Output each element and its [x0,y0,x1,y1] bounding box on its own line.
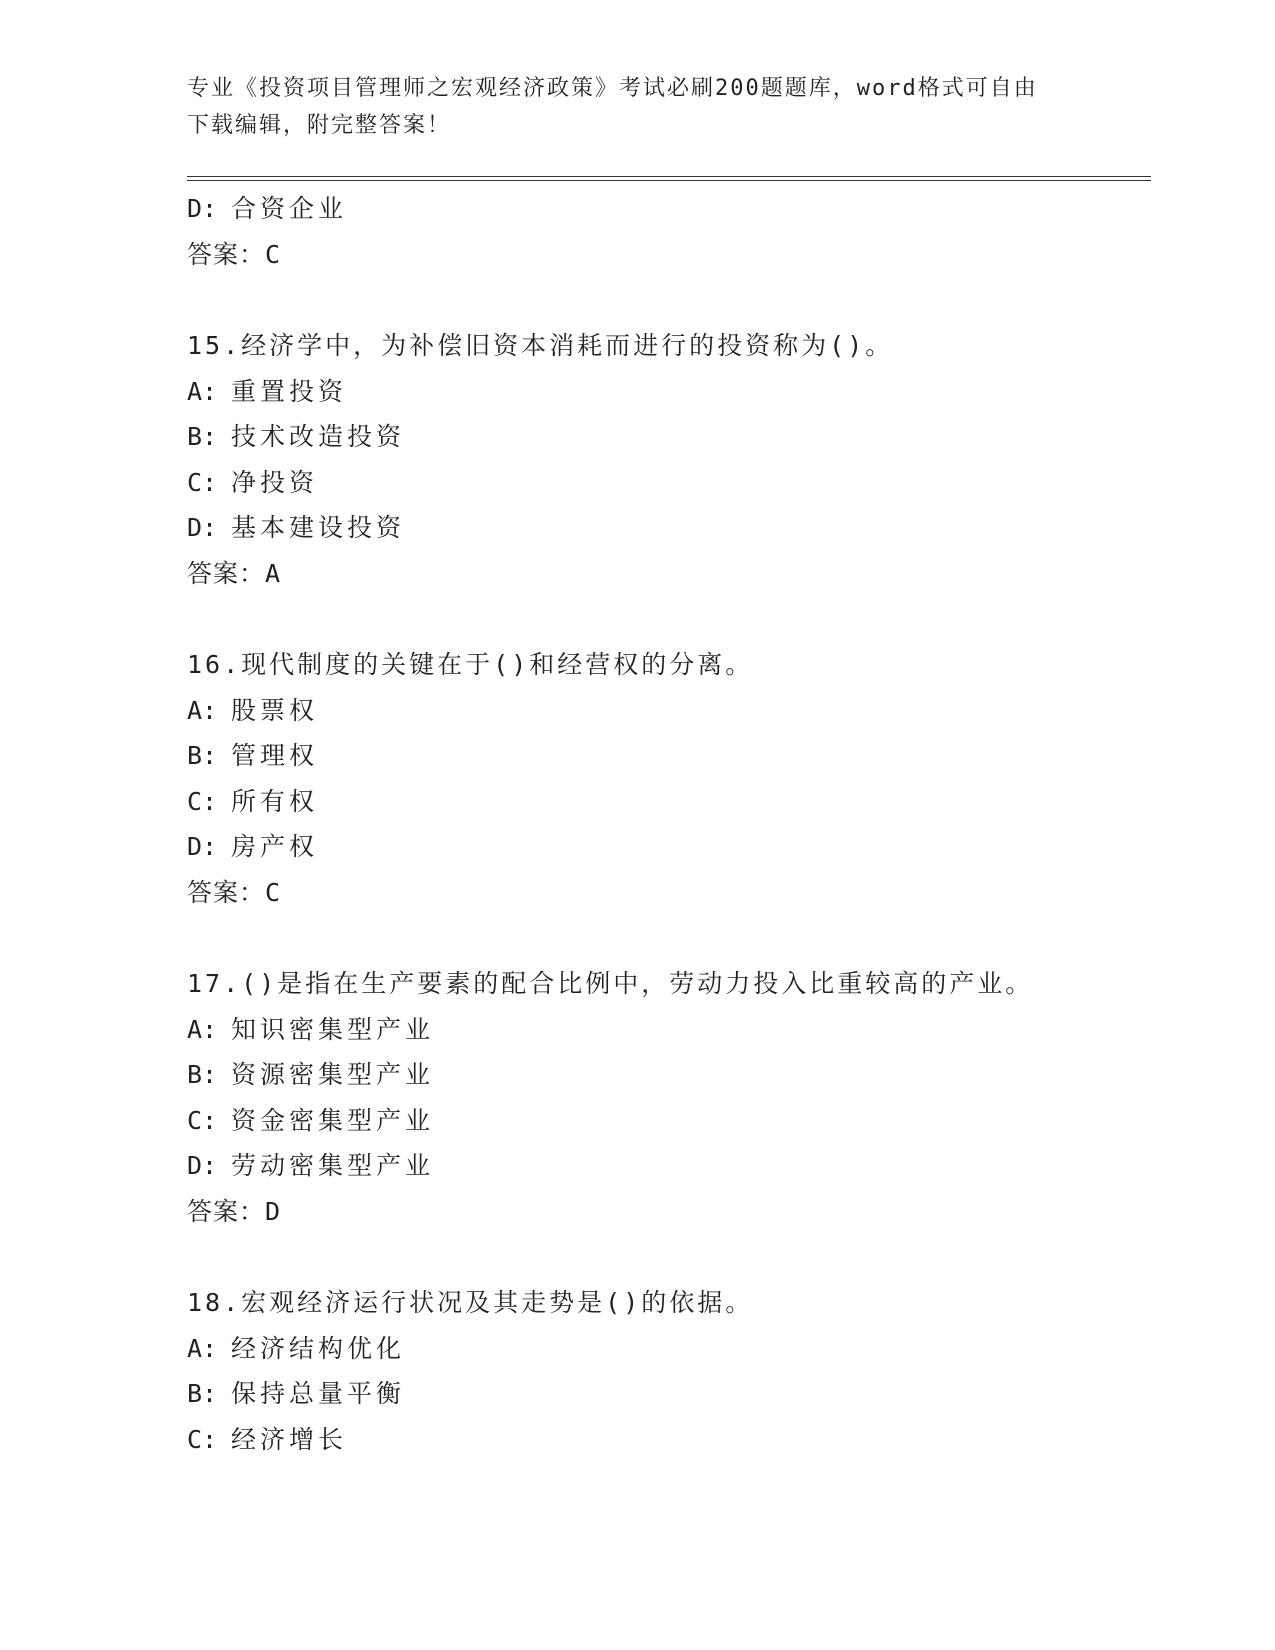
option-row [187,779,1151,825]
option-letter: D: [187,194,218,223]
option-text: 合资企业 [231,194,348,223]
option-letter: C: [187,786,218,816]
option-row [187,414,1151,460]
option-row [187,505,1151,551]
option-letter: B: [187,1379,218,1408]
option-row [187,824,1151,870]
answer-label: 答案： [187,877,266,907]
option-letter: B: [187,741,218,770]
header-divider [187,176,1151,181]
option-row [187,1098,1151,1144]
option-text: 所有权 [231,786,319,816]
question-list [187,186,1151,1462]
answer-label: 答案： [187,239,266,269]
answer-value: C [265,877,282,907]
option-row [187,186,1151,232]
answer-label: 答案： [187,558,266,588]
option-row [187,1417,1151,1463]
option-text: 净投资 [231,467,319,497]
block-gap [187,277,1151,323]
option-text: 管理权 [231,741,319,770]
option-text: 保持总量平衡 [231,1379,406,1408]
option-letter: B: [187,1060,218,1089]
option-letter: C: [187,467,218,497]
option-row [187,1007,1151,1053]
option-row [187,1143,1151,1189]
option-text: 经济增长 [231,1424,348,1454]
question-text: 18.宏观经济运行状况及其走势是()的依据。 [187,1288,754,1317]
answer-row [187,232,1151,278]
option-text: 经济结构优化 [231,1333,406,1363]
option-row [187,688,1151,734]
option-row [187,1326,1151,1372]
answer-value: D [265,1196,282,1226]
option-text: 知识密集型产业 [231,1014,435,1044]
option-letter: D: [187,513,218,542]
option-text: 技术改造投资 [231,422,406,451]
option-text: 劳动密集型产业 [231,1151,435,1180]
option-letter: C: [187,1424,218,1454]
option-letter: A: [187,376,218,406]
option-letter: B: [187,422,218,451]
block-gap [187,1234,1151,1280]
option-letter: A: [187,1014,218,1044]
block-gap [187,915,1151,961]
option-letter: C: [187,1105,218,1135]
option-row [187,733,1151,779]
option-letter: A: [187,1333,218,1363]
answer-value: C [265,239,282,269]
answer-value: A [265,558,282,588]
option-text: 基本建设投资 [231,513,406,542]
option-row [187,369,1151,415]
option-text: 重置投资 [231,376,348,406]
block-gap [187,596,1151,642]
option-row [187,460,1151,506]
answer-label: 答案： [187,1196,266,1226]
header-line-1: 专业《投资项目管理师之宏观经济政策》考试必刷200题题库，word格式可自由 [187,76,1038,101]
option-letter: D: [187,832,218,861]
option-text: 资源密集型产业 [231,1060,435,1089]
question-text: 15.经济学中，为补偿旧资本消耗而进行的投资称为()。 [187,331,894,360]
option-row [187,1052,1151,1098]
option-row [187,1371,1151,1417]
header-line-2: 下载编辑，附完整答案！ [187,113,452,138]
document-header [187,70,1087,144]
question-text: 16.现代制度的关键在于()和经营权的分离。 [187,650,754,679]
option-text: 房产权 [231,832,319,861]
answer-row [187,870,1151,916]
question-text: 17.()是指在生产要素的配合比例中，劳动力投入比重较高的产业。 [187,969,1034,998]
option-letter: A: [187,695,218,725]
option-text: 股票权 [231,695,319,725]
answer-row [187,551,1151,597]
option-letter: D: [187,1151,218,1180]
option-text: 资金密集型产业 [231,1105,435,1135]
answer-row [187,1189,1151,1235]
